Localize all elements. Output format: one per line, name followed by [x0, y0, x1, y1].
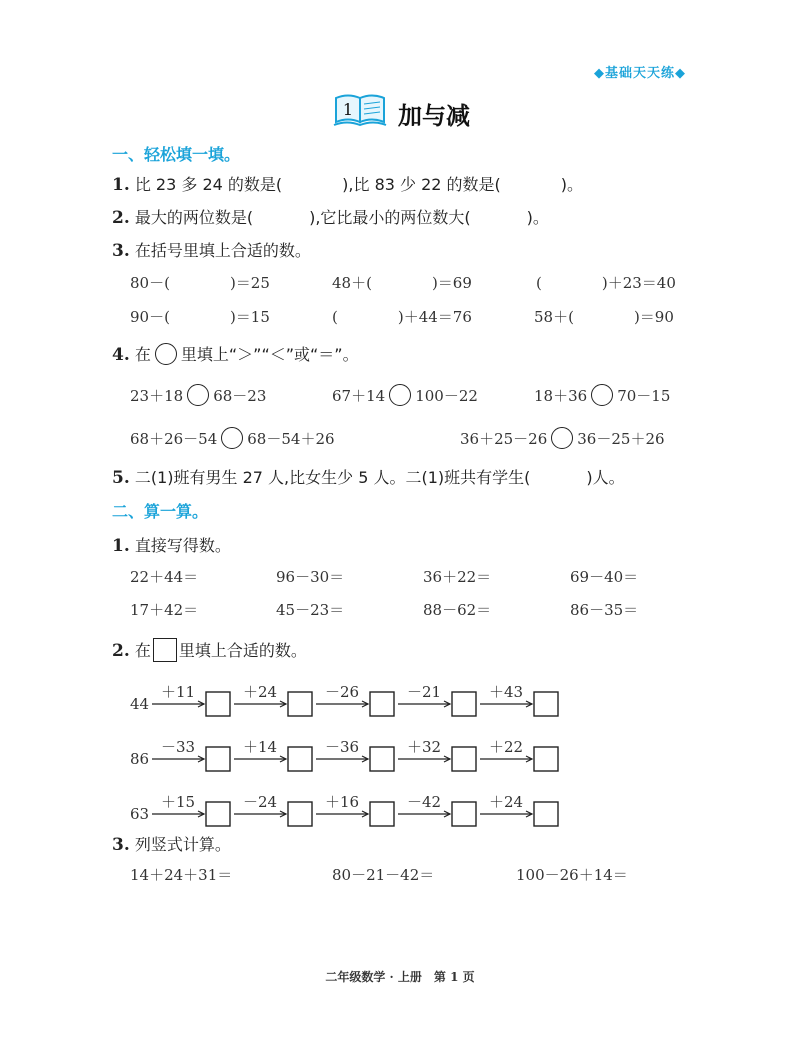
mental-math-item: 36＋22＝: [423, 568, 492, 586]
mental-math-item: 86－35＝: [570, 601, 639, 619]
book-icon: [332, 92, 388, 132]
answer-box[interactable]: [452, 802, 476, 826]
question-text: )。: [560, 175, 584, 194]
answer-box[interactable]: [206, 692, 230, 716]
question-text: ),比 83 少 22 的数是(: [342, 175, 501, 194]
answer-box[interactable]: [206, 747, 230, 771]
question-number: 5.: [112, 468, 130, 488]
answer-box[interactable]: [288, 802, 312, 826]
answer-box[interactable]: [534, 802, 558, 826]
section-2-title: 二、算一算。: [112, 502, 209, 521]
answer-box[interactable]: [370, 747, 394, 771]
mental-math-item: 96－30＝: [276, 568, 345, 586]
compare-item: 18＋36 70－15: [534, 384, 670, 406]
answer-box[interactable]: [288, 747, 312, 771]
arrow-chain-svg: [128, 782, 568, 828]
question-text: 直接写得数。: [134, 536, 231, 555]
question-text: )人。: [586, 468, 625, 487]
question-text: 里填上“＞”“＜”或“＝”。: [180, 345, 359, 364]
question-1-4: [112, 342, 359, 365]
question-1-3: [112, 238, 311, 261]
page-title: 加与减: [398, 102, 470, 130]
chain-start: 86: [130, 750, 150, 768]
operation-label: ＋14: [242, 738, 278, 756]
question-number: 2.: [112, 208, 130, 228]
page-footer: 二年级数学 · 上册 第 1 页: [325, 970, 475, 984]
arrow-chain: [128, 782, 568, 832]
operation-label: ＋43: [488, 683, 524, 701]
fill-equation: ( )＋23＝40: [536, 274, 676, 292]
operation-label: ＋24: [488, 793, 524, 811]
answer-box[interactable]: [452, 692, 476, 716]
compare-circle[interactable]: [591, 384, 613, 406]
operation-label: －24: [242, 793, 278, 811]
question-text: 在: [134, 641, 151, 660]
question-1-2: [112, 205, 549, 228]
answer-box[interactable]: [452, 747, 476, 771]
compare-item: 68＋26－54 68－54＋26: [130, 427, 335, 449]
vertical-calc-item: 80－21－42＝: [332, 866, 435, 884]
operation-label: ＋11: [160, 683, 196, 701]
mental-math-item: 17＋42＝: [130, 601, 199, 619]
operation-label: －33: [160, 738, 196, 756]
question-text: ),它比最小的两位数大(: [309, 208, 471, 227]
fill-equation: 90－( )＝15: [130, 308, 270, 326]
mental-math-item: 22＋44＝: [130, 568, 199, 586]
operation-label: ＋15: [160, 793, 196, 811]
circle-icon: [155, 343, 177, 365]
vertical-calc-item: 100－26＋14＝: [516, 866, 628, 884]
arrow-chain-svg: [128, 672, 568, 718]
operation-label: －26: [324, 683, 360, 701]
question-text: 列竖式计算。: [134, 835, 231, 854]
answer-box[interactable]: [288, 692, 312, 716]
question-1-1: [112, 172, 583, 195]
chain-start: 63: [130, 805, 150, 823]
fill-equation: 48＋( )＝69: [332, 274, 472, 292]
question-number: 3.: [112, 835, 130, 855]
mental-math-item: 45－23＝: [276, 601, 345, 619]
chain-start: 44: [130, 695, 150, 713]
title-number: 1: [342, 100, 354, 119]
answer-box[interactable]: [534, 747, 558, 771]
compare-circle[interactable]: [221, 427, 243, 449]
arrow-chain-svg: [128, 727, 568, 773]
answer-box[interactable]: [370, 692, 394, 716]
compare-circle[interactable]: [187, 384, 209, 406]
fill-equation: 80－( )＝25: [130, 274, 270, 292]
operation-label: －36: [324, 738, 360, 756]
compare-circle[interactable]: [551, 427, 573, 449]
square-icon: [153, 638, 177, 662]
header-badge: ◆基础天天练◆: [594, 66, 686, 81]
question-2-3: [112, 832, 231, 855]
answer-box[interactable]: [370, 802, 394, 826]
mental-math-item: 88－62＝: [423, 601, 492, 619]
question-number: 4.: [112, 345, 130, 365]
operation-label: ＋22: [488, 738, 524, 756]
question-number: 1.: [112, 536, 130, 556]
compare-item: 23＋18 68－23: [130, 384, 266, 406]
question-2-2: [112, 638, 307, 662]
compare-item: 67＋14 100－22: [332, 384, 478, 406]
question-text: 比 23 多 24 的数是(: [134, 175, 283, 194]
answer-box[interactable]: [534, 692, 558, 716]
operation-label: ＋16: [324, 793, 360, 811]
question-text: 里填上合适的数。: [178, 641, 307, 660]
mental-math-item: 69－40＝: [570, 568, 639, 586]
question-number: 3.: [112, 241, 130, 261]
question-2-1: [112, 533, 231, 556]
fill-equation: 58＋( )＝90: [534, 308, 674, 326]
operation-label: －42: [406, 793, 442, 811]
section-1-title: 一、轻松填一填。: [112, 145, 241, 164]
arrow-chain: [128, 727, 568, 777]
fill-equation: ( )＋44＝76: [332, 308, 472, 326]
arrow-chain: [128, 672, 568, 722]
operation-label: ＋24: [242, 683, 278, 701]
question-text: 在: [134, 345, 151, 364]
question-text: 最大的两位数是(: [134, 208, 254, 227]
question-1-5: [112, 465, 625, 488]
question-text: 在括号里填上合适的数。: [134, 241, 311, 260]
question-number: 2.: [112, 641, 130, 661]
operation-label: ＋32: [406, 738, 442, 756]
compare-circle[interactable]: [389, 384, 411, 406]
question-text: 二(1)班有男生 27 人,比女生少 5 人。二(1)班共有学生(: [134, 468, 531, 487]
operation-label: －21: [406, 683, 442, 701]
compare-item: 36＋25－26 36－25＋26: [460, 427, 665, 449]
vertical-calc-item: 14＋24＋31＝: [130, 866, 233, 884]
answer-box[interactable]: [206, 802, 230, 826]
question-number: 1.: [112, 175, 130, 195]
question-text: )。: [526, 208, 549, 227]
